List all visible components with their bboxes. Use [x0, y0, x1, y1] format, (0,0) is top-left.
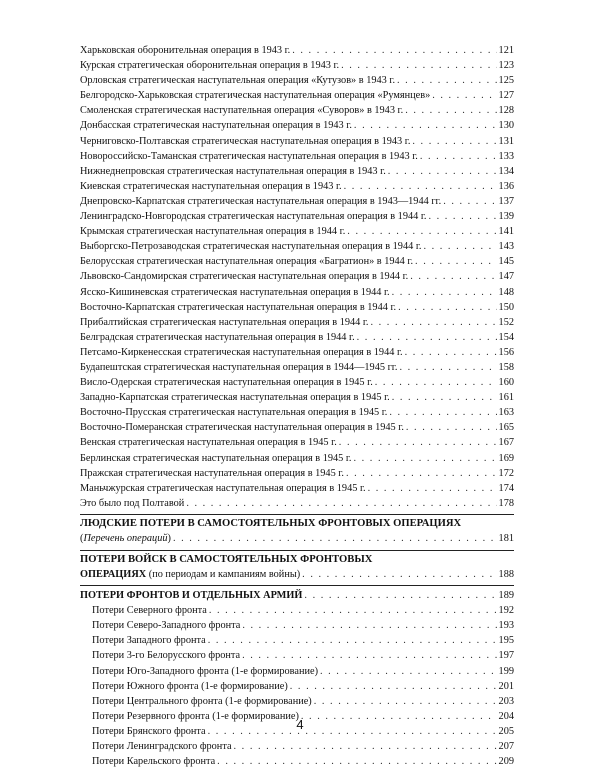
toc-entry[interactable] — [80, 300, 514, 315]
entry-title: Потери Северо-Западного фронта — [92, 620, 241, 632]
entry-title: Пражская стратегическая наступательная операция в 1945 г. — [80, 467, 344, 479]
page-ref: 163 — [498, 407, 514, 419]
page-ref: 154 — [498, 331, 514, 343]
page-ref: 136 — [498, 180, 514, 192]
entry-title: Смоленская стратегическая наступательная операция «Суворов» в 1943 г. — [80, 105, 404, 117]
entry-title: Орловская стратегическая наступательная операция «Кутузов» в 1943 г. — [80, 75, 396, 87]
toc-entry[interactable] — [80, 588, 514, 603]
leader-dots — [428, 209, 496, 224]
toc-entry[interactable] — [80, 285, 514, 300]
page-ref: 209 — [498, 756, 514, 768]
leader-dots — [354, 451, 497, 466]
page-ref: 188 — [498, 569, 514, 580]
page-ref: 139 — [498, 211, 514, 223]
entry-title: Белгородско-Харьковская стратегическая наступательная операция «Румянцев» — [80, 90, 431, 102]
toc-entry[interactable] — [80, 194, 514, 209]
leader-dots — [347, 224, 496, 239]
page-ref: 197 — [498, 650, 514, 662]
toc-entry[interactable] — [80, 315, 514, 330]
page-ref: 121 — [498, 45, 514, 56]
front-losses-list — [80, 603, 514, 769]
leader-dots — [405, 345, 497, 360]
leader-dots — [217, 754, 496, 769]
page-ref: 133 — [498, 150, 514, 162]
toc-entry[interactable] — [80, 134, 514, 149]
entry-title: Западно-Карпатская стратегическая наступательная операция в 1945 г. — [80, 392, 390, 404]
toc-entry[interactable] — [80, 481, 514, 496]
page-ref: 145 — [498, 256, 514, 268]
entry-title: Крымская стратегическая наступательная операция в 1944 г. — [80, 226, 346, 238]
page-ref: 152 — [498, 316, 514, 328]
leader-dots — [304, 588, 496, 603]
entry-title: Берлинская стратегическая наступательная операция в 1945 г. — [80, 452, 352, 464]
page-ref: 169 — [498, 452, 514, 464]
leader-dots — [234, 739, 497, 754]
leader-dots — [392, 285, 497, 300]
page-ref: 195 — [498, 635, 514, 647]
leader-dots — [186, 496, 496, 511]
page-ref: 201 — [498, 680, 514, 692]
leader-dots — [346, 466, 497, 481]
leader-dots — [392, 390, 497, 405]
page-ref: 147 — [498, 271, 514, 283]
page-ref: 199 — [498, 665, 514, 677]
entry-title: Висло-Одерская стратегическая наступательная операция в 1945 г. — [80, 377, 373, 389]
toc-entry[interactable] — [80, 405, 514, 420]
leader-dots — [302, 567, 496, 582]
page-ref: 178 — [498, 497, 514, 509]
entry-title: Будапештская стратегическая наступательная операция в 1944—1945 гг. — [80, 361, 398, 373]
page-ref: 207 — [498, 741, 514, 753]
entry-title: Потери Южного фронта (1-е формирование) — [92, 680, 288, 692]
toc-entry[interactable] — [80, 269, 514, 284]
leader-dots — [388, 164, 497, 179]
entry-title: Потери Юго-Западного фронта (1-е формирование) — [92, 665, 318, 677]
leader-dots — [389, 405, 496, 420]
toc-entry[interactable] — [80, 390, 514, 405]
toc-entry[interactable] — [80, 375, 514, 390]
toc-entry[interactable] — [80, 664, 514, 679]
toc-entry[interactable] — [80, 330, 514, 345]
toc-entry[interactable] — [80, 496, 514, 511]
leader-dots — [357, 330, 497, 345]
page-ref: 141 — [498, 226, 514, 238]
entry-title: Потери Ленинградского фронта — [92, 741, 232, 753]
toc-entry[interactable] — [80, 118, 514, 133]
leader-dots — [208, 633, 497, 648]
leader-dots — [398, 300, 496, 315]
entry-title: Восточно-Померанская стратегическая наступательная операция в 1945 г. — [80, 422, 404, 434]
toc-entry[interactable] — [80, 164, 514, 179]
page-ref: 128 — [498, 105, 514, 117]
leader-dots — [443, 194, 496, 209]
toc-entry[interactable] — [80, 209, 514, 224]
page-ref: 127 — [498, 90, 514, 102]
entry-title: Выборгско-Петрозаводская стратегическая наступательная операция в 1944 г. — [80, 241, 422, 253]
toc-entry[interactable] — [80, 73, 514, 88]
entry-title: Восточно-Прусская стратегическая наступательная операция в 1945 г. — [80, 407, 388, 419]
leader-dots — [344, 179, 497, 194]
entry-title: Черниговско-Полтавская стратегическая наступательная операция в 1943 г. — [80, 135, 411, 147]
leader-dots — [397, 73, 497, 88]
section-note: (по периодам и кампаниям войны) — [148, 569, 301, 580]
page-ref: 174 — [498, 482, 514, 494]
page-ref: 181 — [498, 533, 514, 545]
leader-dots — [405, 103, 496, 118]
toc-entry[interactable] — [80, 648, 514, 663]
entry-title: Ленинградско-Новгородская стратегическая наступательная операция в 1944 г. — [80, 211, 427, 223]
entry-title: Венская стратегическая наступательная операция в 1945 г. — [80, 437, 337, 449]
leader-dots — [368, 481, 497, 496]
toc-entry[interactable] — [80, 58, 514, 73]
operations-list — [80, 43, 514, 511]
leader-dots — [410, 269, 496, 284]
table-of-contents — [80, 43, 514, 769]
toc-entry[interactable] — [80, 633, 514, 648]
entry-title: Потери Карельского фронта — [92, 756, 216, 768]
page-ref: 131 — [498, 135, 514, 147]
entry-title: Новороссийско-Таманская стратегическая наступательная операция в 1943 г. — [80, 150, 418, 162]
leader-dots — [399, 360, 496, 375]
leader-dots — [290, 679, 497, 694]
entry-title: Донбасская стратегическая наступательная операция в 1943 г. — [80, 120, 352, 132]
section-human-losses — [80, 514, 514, 547]
toc-entry[interactable] — [80, 345, 514, 360]
toc-entry[interactable] — [80, 694, 514, 709]
page-ref: 137 — [498, 195, 514, 207]
entry-title: Потери Центрального фронта (1-е формирование) — [92, 695, 312, 707]
toc-entry[interactable] — [80, 679, 514, 694]
entry-title: Маньчжурская стратегическая наступательная операция в 1945 г. — [80, 482, 366, 494]
page-ref: 134 — [498, 165, 514, 177]
entry-title: Ясско-Кишиневская стратегическая наступательная операция в 1944 г. — [80, 286, 390, 298]
page-ref: 172 — [498, 467, 514, 479]
section-heading: ПОТЕРИ ФРОНТОВ И ОТДЕЛЬНЫХ АРМИЙ — [80, 590, 303, 602]
toc-entry[interactable] — [80, 603, 514, 618]
page-ref: 165 — [498, 422, 514, 434]
page-ref: 130 — [498, 120, 514, 132]
leader-dots — [339, 435, 497, 450]
leader-dots — [415, 254, 497, 269]
entry-title: Потери Северного фронта — [92, 605, 207, 617]
page-ref: 148 — [498, 286, 514, 298]
leader-dots — [209, 603, 497, 618]
page-ref: 203 — [498, 695, 514, 707]
page-ref: 167 — [498, 437, 514, 449]
entry-title: Белградская стратегическая наступательная операция в 1944 г. — [80, 331, 355, 343]
page-ref: 205 — [498, 725, 514, 737]
leader-dots — [292, 43, 496, 58]
leader-dots — [406, 420, 497, 435]
page-ref: 158 — [498, 361, 514, 373]
page-ref: 123 — [498, 60, 514, 72]
toc-entry[interactable]: (Перечень операций) . . . 181 — [80, 531, 514, 546]
leader-dots — [423, 239, 496, 254]
page-ref: 161 — [498, 392, 514, 404]
entry-title: Львовско-Сандомирская стратегическая наступательная операция в 1944 г. — [80, 271, 409, 283]
entry-title: Белорусская стратегическая наступательная операция «Багратион» в 1944 г. — [80, 256, 414, 268]
section-troop-losses — [80, 550, 514, 583]
entry-title: Потери Брянского фронта — [92, 725, 206, 737]
entry-title: Прибалтийская стратегическая наступательная операция в 1944 г. — [80, 316, 369, 328]
toc-entry[interactable] — [80, 88, 514, 103]
entry-title: Петсамо-Киркенесская стратегическая наступательная операция в 1944 г. — [80, 346, 403, 358]
toc-entry[interactable] — [80, 435, 514, 450]
entry-title: Восточно-Карпатская стратегическая наступательная операция в 1944 г. — [80, 301, 397, 313]
toc-entry[interactable] — [80, 466, 514, 481]
entry-title: Это было под Полтавой — [80, 497, 185, 509]
toc-entry[interactable] — [80, 360, 514, 375]
entry-title: Потери Западного фронта — [92, 635, 206, 647]
page-ref: 160 — [498, 377, 514, 389]
leader-dots — [375, 375, 497, 390]
toc-entry[interactable] — [80, 179, 514, 194]
toc-entry[interactable] — [80, 224, 514, 239]
leader-dots — [320, 664, 497, 679]
page-ref: 193 — [498, 620, 514, 632]
toc-entry[interactable] — [80, 567, 514, 582]
entry-title: Потери 3-го Белорусского фронта — [92, 650, 241, 662]
leader-dots — [371, 315, 497, 330]
entry-title: Потери Резервного фронта (1-е формирование) — [92, 710, 299, 722]
leader-dots — [432, 88, 496, 103]
entry-title: Харьковская оборонительная операция в 1943 г. — [80, 45, 291, 56]
leader-dots — [420, 149, 497, 164]
page-number: 4 — [296, 717, 304, 732]
toc-entry[interactable] — [80, 254, 514, 269]
section-heading: ПОТЕРИ ВОЙСК В САМОСТОЯТЕЛЬНЫХ ФРОНТОВЫХ — [80, 553, 373, 565]
section-subheading: Перечень операций — [83, 533, 168, 545]
entry-title: Нижнеднепровская стратегическая наступательная операция в 1943 г. — [80, 165, 386, 177]
section-heading: ЛЮДСКИЕ ПОТЕРИ В САМОСТОЯТЕЛЬНЫХ ФРОНТОВЫХ ОПЕРАЦИЯХ — [80, 517, 462, 529]
page-ref: 143 — [498, 241, 514, 253]
entry-title: Киевская стратегическая наступательная операция в 1943 г. — [80, 180, 342, 192]
leader-dots — [354, 118, 497, 133]
section-front-losses — [80, 585, 514, 769]
toc-entry[interactable] — [80, 149, 514, 164]
toc-entry[interactable] — [80, 420, 514, 435]
page-ref: 189 — [498, 590, 514, 602]
toc-entry[interactable] — [80, 739, 514, 754]
entry-title: Курская стратегическая оборонительная операция в 1943 г. — [80, 60, 340, 72]
leader-dots — [341, 58, 496, 73]
toc-entry[interactable] — [80, 754, 514, 769]
toc-entry[interactable] — [80, 451, 514, 466]
toc-entry[interactable] — [80, 239, 514, 254]
page-ref: 192 — [498, 605, 514, 617]
section-heading-cont: ОПЕРАЦИЯХ — [80, 569, 147, 580]
entry-title: Днепровско-Карпатская стратегическая наступательная операция в 1943—1944 гг. — [80, 195, 442, 207]
leader-dots — [173, 531, 497, 546]
page-ref: 204 — [498, 710, 514, 722]
leader-dots — [314, 694, 497, 709]
leader-dots — [242, 618, 496, 633]
page-ref: 156 — [498, 346, 514, 358]
leader-dots — [242, 648, 496, 663]
page-ref: 150 — [498, 301, 514, 313]
toc-entry[interactable] — [80, 618, 514, 633]
toc-entry[interactable] — [80, 43, 514, 58]
page-ref: 125 — [498, 75, 514, 87]
toc-entry[interactable] — [80, 103, 514, 118]
leader-dots — [412, 134, 496, 149]
